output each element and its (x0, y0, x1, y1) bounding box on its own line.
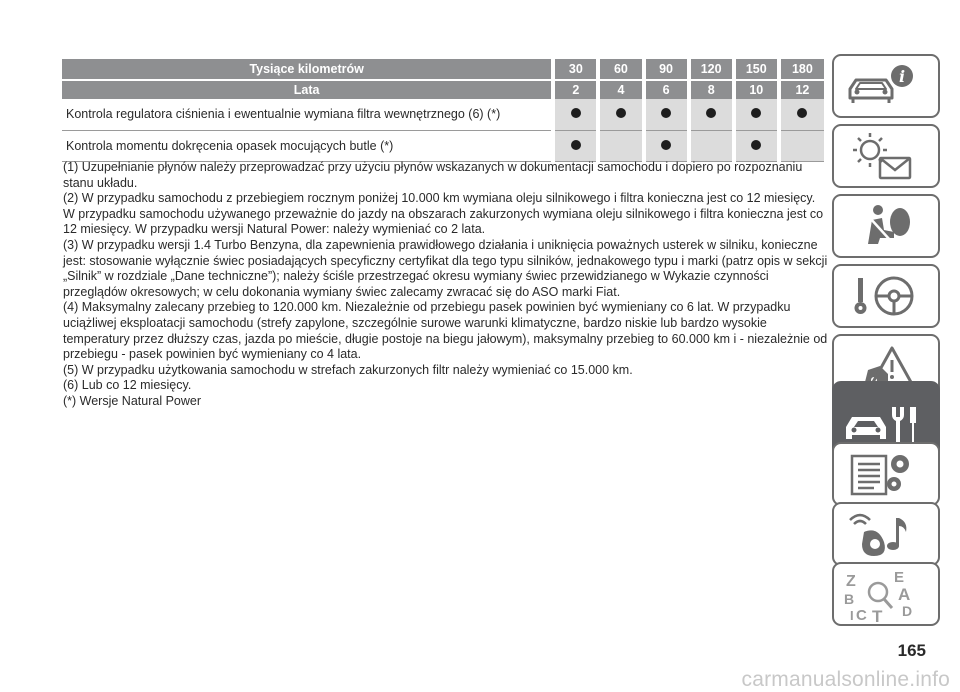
interval-dot (797, 108, 807, 118)
row-label: Kontrola momentu dokręcenia opasek mocujących butle (*) (62, 130, 553, 161)
chapter-tab-multimedia[interactable] (832, 502, 940, 566)
mark-cell (779, 99, 824, 130)
page-number: 165 (897, 641, 926, 660)
interval-dot (571, 108, 581, 118)
table-row (62, 99, 824, 130)
mark-cell (644, 99, 689, 130)
chapter-tab-dashboard-lights[interactable] (832, 124, 940, 188)
index-letter: A (898, 585, 911, 604)
mark-cell (598, 99, 643, 130)
multimedia-icon (834, 504, 938, 564)
year-value: 6 (644, 80, 689, 99)
mark-cell (779, 130, 824, 161)
chapter-tab-car-info[interactable] (832, 54, 940, 118)
interval-dot (616, 108, 626, 118)
header-km-label: Tysiące kilometrów (62, 59, 553, 80)
km-value: 120 (689, 59, 734, 80)
footnote: (4) Maksymalny zalecany przebieg to 120.000 km. Niezależnie od przebiegu pasek powinien być wymieniany co 6 lat. W przypadku uciążliwej eksploatacji samochodu (strefy zapylone, szczególnie surowe warunki klimatyczne, bardzo niskie lub bardzo wysokie temperatury przez dłuższy czas, jazda po mieście, długie postoje na biegu jałowym), maksymalny przebieg to 60.000 km i - niezależnie od przebiegu - pasek powinien być wymieniany co 4 lata. (63, 300, 828, 362)
year-value: 8 (689, 80, 734, 99)
footnote: (3) W przypadku wersji 1.4 Turbo Benzyna, dla zapewnienia prawidłowego działania i uniknięcia poważnych usterek w silniku, konieczne jest: stosowanie wyłącznie świec posiadających specyficzny certyfikat dla tego typu silników, jednakowego typu i marki (patrz opis w sekcji „Silnik” w rozdziale „Dane techniczne”); należy ściśle przestrzegać okresu wymiany świec przewidzianego w Wykazie czynności przeglądów okresowych; w celu dokonania wymiany świec zalecamy zwracać się do ASO marki Fiat. (63, 237, 828, 299)
interval-dot (706, 108, 716, 118)
km-value: 30 (553, 59, 598, 80)
index-letter: C (856, 607, 867, 624)
mark-cell (689, 99, 734, 130)
year-value: 10 (734, 80, 779, 99)
dashboard-lights-icon (834, 126, 938, 186)
header-row-years (62, 80, 824, 99)
year-value: 4 (598, 80, 643, 99)
footnote: (1) Uzupełnianie płynów należy przeprowadzać przy użyciu płynów wskazanych w dokumentacji samochodu i dopiero po rozpoznaniu stanu układu. (63, 160, 803, 190)
km-value: 60 (598, 59, 643, 80)
header-years-label: Lata (62, 80, 553, 99)
header-row-km (62, 59, 824, 80)
interval-dot (571, 140, 581, 150)
chapter-tab-safety[interactable] (832, 194, 940, 258)
car-info-icon (834, 56, 938, 116)
chapter-tab-index[interactable] (832, 562, 940, 626)
interval-dot (751, 140, 761, 150)
index-letter: T (872, 607, 883, 624)
interval-dot (661, 140, 671, 150)
footnote: (5) W przypadku użytkowania samochodu w strefach zakurzonych filtr należy wymieniać co 15.000 km. (63, 362, 633, 377)
year-value: 2 (553, 80, 598, 99)
chapter-tab-technical-data[interactable] (832, 442, 940, 506)
mark-cell (553, 99, 598, 130)
safety-airbag-icon (834, 196, 938, 256)
technical-data-icon (834, 444, 938, 504)
footnote: (6) Lub co 12 miesięcy. (63, 378, 192, 393)
row-label: Kontrola regulatora ciśnienia i ewentualnie wymiana filtra wewnętrznego (6) (*) (62, 99, 553, 130)
footnotes (63, 160, 828, 410)
footnote: (2) W przypadku samochodu z przebiegiem rocznym poniżej 10.000 km wymiana oleju silnikowego i filtra konieczna jest co 12 miesięcy. W przypadku samochodu używanego przeważnie do jazdy na obszarach zakurzonych wymiana oleju silnikowego i filtra konieczna jest co 12 miesięcy. W przypadku wersji Natural Power: należy wymieniać co 2 lata. (63, 191, 824, 237)
mark-cell (644, 130, 689, 161)
svg-text:i: i (898, 67, 906, 86)
index-letter: E (894, 569, 905, 586)
interval-dot (751, 108, 761, 118)
index-letter: D (902, 603, 913, 619)
km-value: 150 (734, 59, 779, 80)
index-icon (834, 564, 938, 624)
mark-cell (553, 130, 598, 161)
index-letter: B (844, 591, 855, 607)
interval-dot (661, 108, 671, 118)
mark-cell (598, 130, 643, 161)
index-letter: Z (846, 573, 856, 590)
index-letter: I (850, 608, 854, 623)
km-value: 90 (644, 59, 689, 80)
table-row (62, 130, 824, 161)
km-value: 180 (779, 59, 824, 80)
year-value: 12 (779, 80, 824, 99)
mark-cell (734, 99, 779, 130)
maintenance-schedule-table (62, 59, 824, 162)
mark-cell (689, 130, 734, 161)
mark-cell (734, 130, 779, 161)
steering-key-icon (834, 266, 938, 326)
chapter-tab-starting-driving[interactable] (832, 264, 940, 328)
watermark: carmanualsonline.info (741, 668, 950, 691)
footnote: (*) Wersje Natural Power (63, 393, 202, 408)
